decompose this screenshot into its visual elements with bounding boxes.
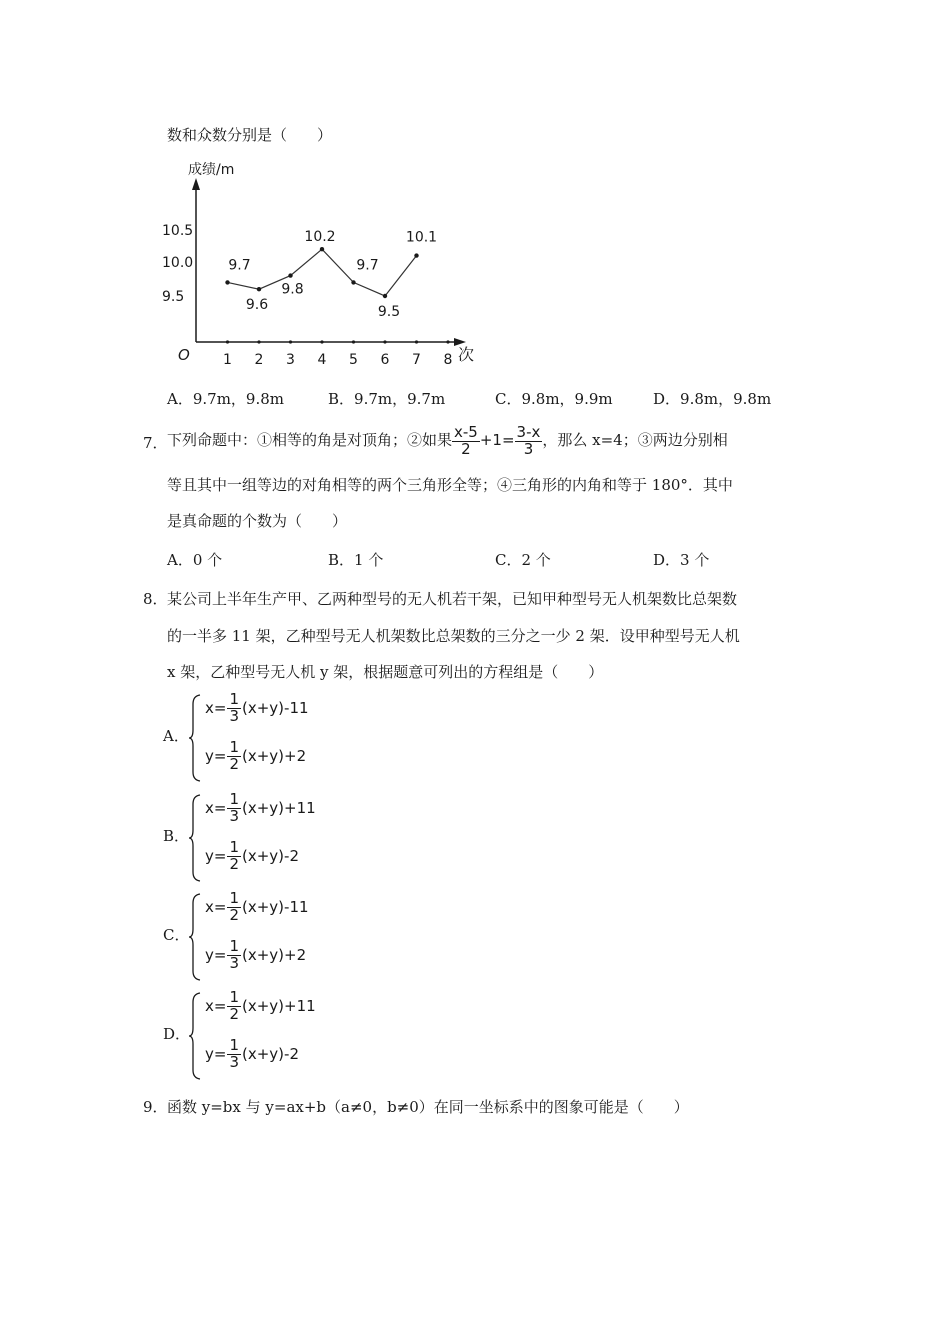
x-tick-label: 2 [254,352,264,368]
x-tick-label: 8 [443,352,453,368]
origin-label: O [178,346,190,364]
x-tick-label: 5 [349,352,358,368]
brace-icon [189,694,201,782]
data-label: 9.7 [356,257,379,274]
q8-number: 8． [143,590,168,608]
q7-line2: 等且其中一组等边的对角相等的两个三角形全等；④三角形的内角和等于 180°．其中 [167,476,733,494]
x-tick-mark [383,340,386,343]
x-tick-label: 6 [380,352,390,368]
q6-option-c: C．9.8m，9.9m [495,390,613,408]
y-axis-arrow [192,178,200,190]
q6-line-chart [160,150,490,375]
q8-option-a [163,690,363,786]
q7-frac2-den: 3 [523,439,534,458]
q7-option-a: A．0 个 [167,551,223,569]
q7-frac1-num: x-5 [454,422,478,441]
data-point [351,280,355,284]
q7-line1-b: ，那么 x=4；③两边分别相 [542,431,728,449]
equation-1: x= $\frac{1}{3}$ (x+y)-11 [205,690,309,725]
brace-icon [189,992,201,1080]
equation-1: x= $\frac{1}{2}$ (x+y)+11 [205,988,316,1023]
q7-frac1-den: 2 [461,439,471,458]
q7-option-c: C．2 个 [495,551,551,569]
q7-option-b: B．1 个 [328,551,384,569]
data-label: 9.7 [228,257,251,274]
equation-1: x= $\frac{1}{3}$ (x+y)+11 [205,790,316,825]
equation-2: y= $\frac{1}{2}$ (x+y)-2 [205,838,299,873]
q7-frac2-num: 3-x [516,422,541,441]
q8-line2: 的一半多 11 架，乙种型号无人机架数比总架数的三分之一少 2 架．设甲种型号无人机 [167,627,740,645]
q8-option-b [163,790,363,886]
x-tick-label: 4 [317,352,327,368]
data-label: 9.8 [281,281,304,298]
x-axis-label: 次 [458,345,475,364]
q9-number: 9． [143,1098,168,1116]
x-tick-label: 1 [223,352,232,368]
x-tick-mark [446,340,449,343]
x-tick-mark [320,340,323,343]
x-tick-mark [226,340,229,343]
q7-fraction-2 [515,422,543,458]
y-tick-label: 9.5 [162,289,185,305]
equation-2: y= $\frac{1}{3}$ (x+y)-2 [205,1036,299,1071]
option-label: C． [163,926,190,944]
q8-line3: x 架，乙种型号无人机 y 架，根据题意可列出的方程组是（ ） [167,663,604,681]
q9-text: 函数 y=bx 与 y=ax+b（a≠0，b≠0）在同一坐标系中的图象可能是（ ） [167,1098,689,1116]
option-label: A． [163,727,189,745]
q6-stem-tail: 数和众数分别是（ ） [167,126,333,144]
q7-line1 [167,420,728,460]
q7-line1-a: 下列命题中：①相等的角是对顶角；②如果 [167,431,453,449]
data-label: 9.6 [245,297,269,314]
equation-2: y= $\frac{1}{2}$ (x+y)+2 [205,738,307,773]
data-label: 10.2 [304,229,336,246]
q7-line3: 是真命题的个数为（ ） [167,512,348,530]
data-point [320,247,324,251]
q7-fraction-1 [452,422,480,458]
q6-option-d: D．9.8m，9.8m [653,390,772,408]
y-axis-label: 成绩/m [188,162,235,178]
q6-option-b: B．9.7m，9.7m [328,390,446,408]
series-line [228,249,417,296]
x-tick-mark [352,340,355,343]
data-point [414,253,418,257]
option-label: D． [163,1025,191,1043]
option-label: B． [163,827,190,845]
x-tick-mark [257,340,260,343]
x-tick-mark [289,340,292,343]
data-point [257,287,261,291]
q7-plus1: +1= [479,431,515,449]
data-point [288,273,292,277]
y-tick-label: 10.5 [162,223,194,239]
brace-icon [189,893,201,981]
data-point [225,280,229,284]
q7-number: 7． [143,434,168,452]
q8-option-c [163,889,363,985]
q6-option-a: A．9.7m，9.8m [167,390,284,408]
data-label: 9.5 [377,304,401,320]
q7-option-d: D．3 个 [653,551,710,569]
data-point [383,294,387,298]
q8-option-d [163,988,363,1084]
q8-line1: 某公司上半年生产甲、乙两种型号的无人机若干架，已知甲种型号无人机架数比总架数 [167,590,738,608]
equation-1: x= $\frac{1}{2}$ (x+y)-11 [205,889,309,924]
x-tick-label: 7 [412,352,421,368]
brace-icon [189,794,201,882]
y-tick-label: 10.0 [162,255,194,271]
equation-2: y= $\frac{1}{3}$ (x+y)+2 [205,937,307,972]
x-tick-label: 3 [286,352,295,368]
data-label: 10.1 [405,229,438,246]
x-tick-mark [415,340,418,343]
